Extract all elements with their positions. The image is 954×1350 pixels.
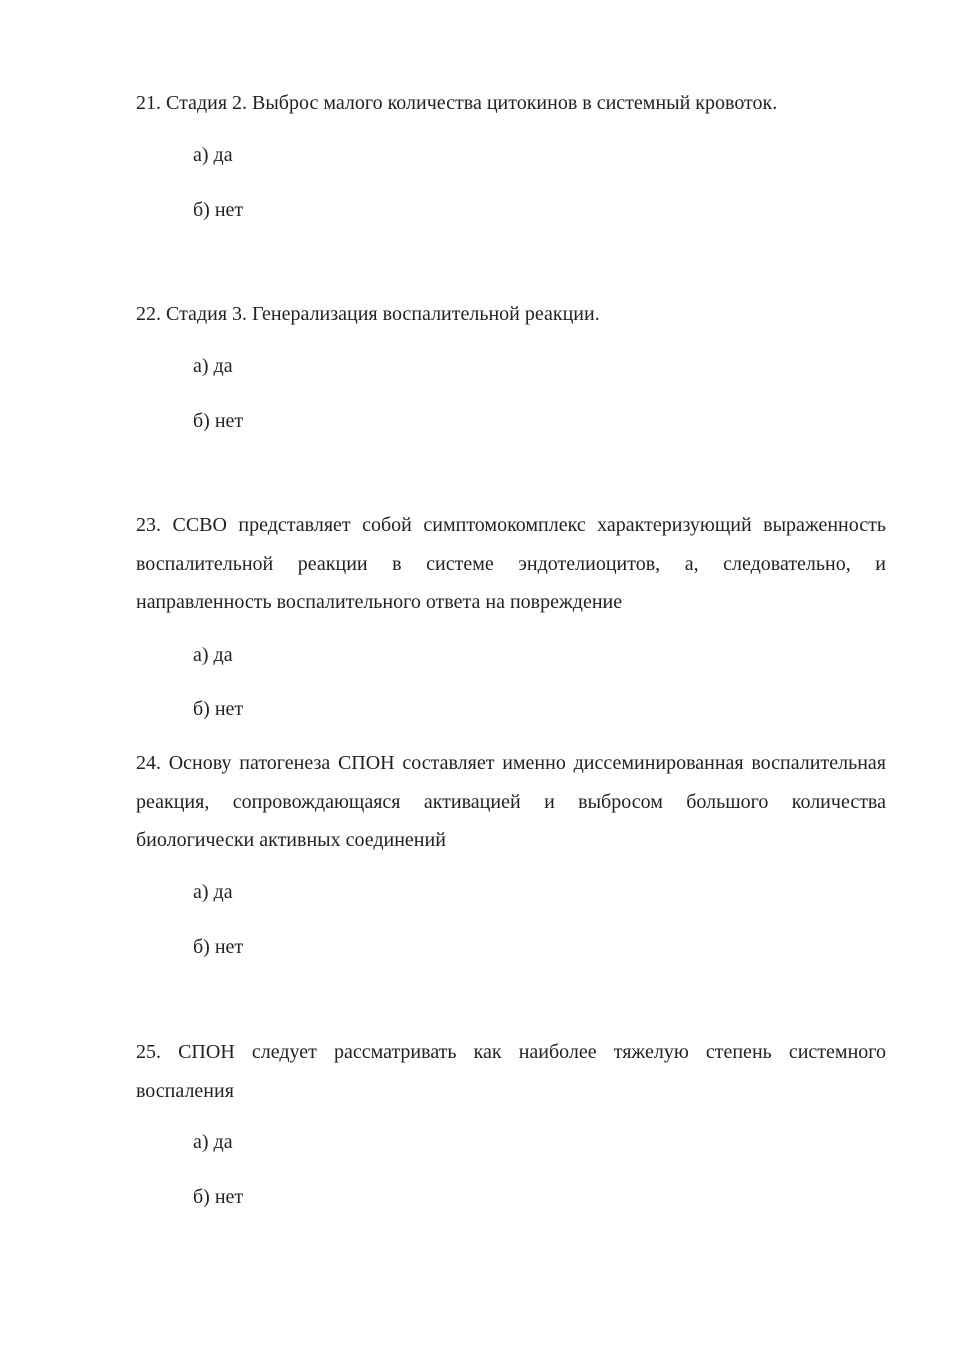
question-22-option-a: а) да: [193, 355, 233, 377]
question-24-text: 24. Основу патогенеза СПОН составляет именно диссеминированная воспалительная реакция, сопровождающаяся активацией и выбросом большого количества биологически активных соединений: [136, 752, 886, 851]
question-23-option-a: а) да: [193, 644, 233, 666]
question-22-option-b: б) нет: [193, 410, 244, 432]
question-24-option-b: б) нет: [193, 936, 244, 958]
question-23-text: 23. ССВО представляет собой симптомокомплекс характеризующий выраженность воспалительной реакции в системе эндотелиоцитов, а, следовательно, и направленность воспалительного ответа на повреждение: [136, 514, 886, 613]
question-25-text: 25. СПОН следует рассматривать как наиболее тяжелую степень системного воспаления: [136, 1041, 886, 1102]
question-21-option-a: а) да: [193, 144, 233, 166]
question-24-option-a: а) да: [193, 881, 233, 903]
question-21-text: 21. Стадия 2. Выброс малого количества цитокинов в системный кровоток.: [136, 92, 778, 114]
question-25-option-a: а) да: [193, 1131, 233, 1153]
question-21-option-b: б) нет: [193, 199, 244, 221]
question-23-option-b: б) нет: [193, 698, 244, 720]
question-25-option-b: б) нет: [193, 1186, 244, 1208]
question-22-text: 22. Стадия 3. Генерализация воспалительной реакции.: [136, 303, 600, 325]
